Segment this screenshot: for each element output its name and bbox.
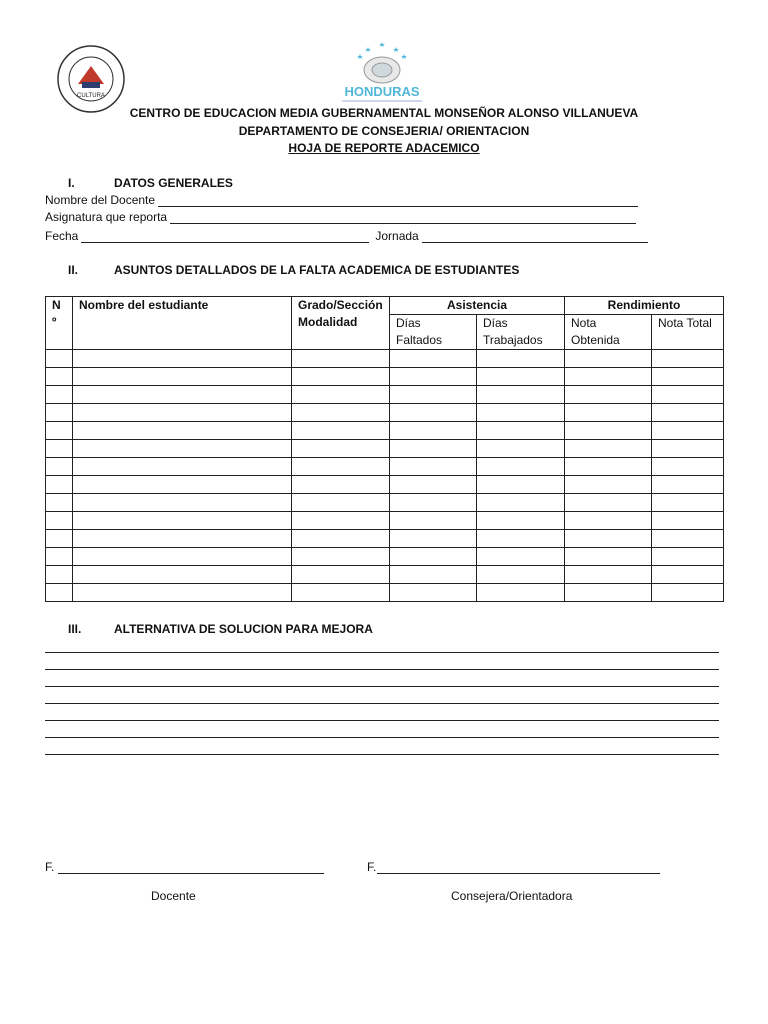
table-cell[interactable] — [652, 458, 724, 476]
solution-line[interactable] — [45, 703, 719, 704]
asignatura-line[interactable] — [170, 211, 636, 224]
table-cell[interactable] — [390, 494, 477, 512]
table-cell[interactable] — [292, 476, 390, 494]
table-cell[interactable] — [652, 494, 724, 512]
table-cell[interactable] — [292, 368, 390, 386]
school-name-title: CENTRO DE EDUCACION MEDIA GUBERNAMENTAL MONSEÑOR ALONSO VILLANUEVA — [129, 106, 639, 120]
table-row — [46, 566, 724, 584]
table-cell[interactable] — [46, 476, 73, 494]
jornada-label: Jornada — [375, 229, 419, 243]
table-cell[interactable] — [292, 566, 390, 584]
table-cell[interactable] — [477, 494, 565, 512]
table-cell[interactable] — [292, 512, 390, 530]
table-cell[interactable] — [73, 440, 292, 458]
table-cell[interactable] — [652, 368, 724, 386]
table-cell[interactable] — [477, 476, 565, 494]
fecha-jornada-field[interactable] — [45, 229, 648, 243]
table-cell[interactable] — [652, 422, 724, 440]
table-cell[interactable] — [477, 350, 565, 368]
solution-line[interactable] — [45, 720, 719, 721]
table-cell[interactable] — [652, 476, 724, 494]
table-cell[interactable] — [390, 350, 477, 368]
table-cell[interactable] — [73, 404, 292, 422]
table-cell[interactable] — [46, 530, 73, 548]
docente-signature-line[interactable] — [58, 861, 324, 874]
section-3-number: III. — [68, 622, 82, 636]
col-header-attendance: Asistencia — [390, 297, 565, 315]
solution-line[interactable] — [45, 669, 719, 670]
solution-line[interactable] — [45, 652, 719, 653]
table-cell[interactable] — [565, 440, 652, 458]
table-cell[interactable] — [565, 548, 652, 566]
table-cell[interactable] — [565, 386, 652, 404]
col-header-grade-section: Grado/Sección Modalidad — [292, 297, 390, 350]
table-cell[interactable] — [46, 512, 73, 530]
table-cell[interactable] — [390, 476, 477, 494]
table-cell[interactable] — [73, 422, 292, 440]
solution-line[interactable] — [45, 686, 719, 687]
consejera-signature-prefix: F. — [367, 860, 377, 874]
table-row — [46, 404, 724, 422]
solution-line[interactable] — [45, 737, 719, 738]
table-cell[interactable] — [46, 386, 73, 404]
table-cell[interactable] — [292, 548, 390, 566]
col-header-grade-obtained: Nota Obtenida — [565, 315, 652, 350]
department-title: DEPARTAMENTO DE CONSEJERIA/ ORIENTACION — [238, 124, 530, 138]
table-cell[interactable] — [477, 368, 565, 386]
table-cell[interactable] — [565, 368, 652, 386]
table-cell[interactable] — [565, 512, 652, 530]
table-row — [46, 422, 724, 440]
table-cell[interactable] — [652, 566, 724, 584]
table-cell[interactable] — [46, 404, 73, 422]
consejera-signature-line[interactable] — [377, 861, 660, 874]
section-2-title: ASUNTOS DETALLADOS DE LA FALTA ACADEMICA DE ESTUDIANTES — [114, 263, 520, 277]
table-cell[interactable] — [292, 422, 390, 440]
table-cell[interactable] — [565, 350, 652, 368]
table-cell[interactable] — [73, 530, 292, 548]
table-cell[interactable] — [477, 386, 565, 404]
table-cell[interactable] — [652, 548, 724, 566]
table-cell[interactable] — [565, 494, 652, 512]
table-row — [46, 548, 724, 566]
section-1-heading — [68, 176, 668, 192]
table-cell[interactable] — [292, 494, 390, 512]
table-row — [46, 494, 724, 512]
section-2-heading — [68, 263, 668, 279]
fecha-label: Fecha — [45, 229, 79, 243]
asignatura-label: Asignatura que reporta — [45, 210, 168, 224]
table-cell[interactable] — [565, 530, 652, 548]
col-header-days-missed: Días Faltados — [390, 315, 477, 350]
table-cell[interactable] — [477, 512, 565, 530]
table-row — [46, 458, 724, 476]
table-cell[interactable] — [390, 548, 477, 566]
table-cell[interactable] — [73, 584, 292, 602]
table-cell[interactable] — [73, 566, 292, 584]
fecha-line[interactable] — [81, 230, 369, 243]
col-header-performance: Rendimiento — [565, 297, 724, 315]
table-cell[interactable] — [565, 584, 652, 602]
table-cell[interactable] — [73, 512, 292, 530]
table-cell[interactable] — [390, 404, 477, 422]
solution-line[interactable] — [45, 754, 719, 755]
section-1-title: DATOS GENERALES — [114, 176, 233, 190]
table-cell[interactable] — [652, 530, 724, 548]
table-row — [46, 530, 724, 548]
table-cell[interactable] — [73, 350, 292, 368]
table-cell[interactable] — [477, 530, 565, 548]
table-row — [46, 584, 724, 602]
table-cell[interactable] — [390, 458, 477, 476]
table-cell[interactable] — [292, 458, 390, 476]
section-1-number: I. — [68, 176, 75, 190]
table-cell[interactable] — [652, 386, 724, 404]
section-3-heading — [68, 622, 668, 638]
table-cell[interactable] — [565, 566, 652, 584]
docente-label: Nombre del Docente — [45, 193, 156, 207]
table-cell[interactable] — [73, 494, 292, 512]
table-cell[interactable] — [46, 350, 73, 368]
table-cell[interactable] — [73, 548, 292, 566]
docente-signature-prefix: F. — [45, 860, 55, 874]
col-header-days-worked: Días Trabajados — [477, 315, 565, 350]
table-cell[interactable] — [390, 584, 477, 602]
table-cell[interactable] — [565, 422, 652, 440]
docente-signature-label: Docente — [151, 889, 196, 903]
report-title: HOJA DE REPORTE ADACEMICO — [288, 141, 480, 155]
seal-text: CULTURA — [77, 93, 105, 99]
table-cell[interactable] — [390, 512, 477, 530]
jornada-line[interactable] — [422, 230, 648, 243]
table-body — [46, 350, 724, 602]
table-cell[interactable] — [477, 566, 565, 584]
table-cell[interactable] — [565, 458, 652, 476]
table-row — [46, 440, 724, 458]
table-cell[interactable] — [652, 350, 724, 368]
table-row — [46, 512, 724, 530]
table-cell[interactable] — [46, 368, 73, 386]
table-cell[interactable] — [46, 458, 73, 476]
table-cell[interactable] — [46, 584, 73, 602]
table-cell[interactable] — [652, 584, 724, 602]
col-header-grade-total: Nota Total — [652, 315, 724, 350]
table-row — [46, 386, 724, 404]
consejera-signature-label: Consejera/Orientadora — [451, 889, 573, 903]
docente-field[interactable] — [45, 193, 638, 207]
table-cell[interactable] — [390, 530, 477, 548]
table-cell[interactable] — [565, 404, 652, 422]
asignatura-field[interactable] — [45, 210, 636, 224]
docente-line[interactable] — [158, 194, 638, 207]
table-row — [46, 350, 724, 368]
table-cell[interactable] — [46, 440, 73, 458]
table-cell[interactable] — [292, 584, 390, 602]
table-cell[interactable] — [73, 386, 292, 404]
table-cell[interactable] — [477, 404, 565, 422]
table-cell[interactable] — [46, 422, 73, 440]
table-cell[interactable] — [477, 422, 565, 440]
table-cell[interactable] — [652, 404, 724, 422]
table-cell[interactable] — [292, 350, 390, 368]
table-cell[interactable] — [390, 440, 477, 458]
consejera-signature[interactable] — [367, 860, 660, 874]
table-cell[interactable] — [46, 566, 73, 584]
school-seal-logo — [56, 44, 126, 114]
table-cell[interactable] — [46, 548, 73, 566]
table-cell[interactable] — [477, 548, 565, 566]
svg-text:HONDURAS: HONDURAS — [344, 84, 420, 99]
table-cell[interactable] — [477, 584, 565, 602]
student-report-table — [45, 296, 724, 602]
table-cell[interactable] — [565, 476, 652, 494]
table-header-row — [46, 297, 724, 315]
table-cell[interactable] — [652, 512, 724, 530]
table-cell[interactable] — [652, 440, 724, 458]
section-2-number: II. — [68, 263, 79, 277]
honduras-logo — [312, 40, 452, 106]
table-cell[interactable] — [73, 458, 292, 476]
table-cell[interactable] — [73, 476, 292, 494]
table-cell[interactable] — [390, 422, 477, 440]
table-cell[interactable] — [292, 404, 390, 422]
docente-signature[interactable] — [45, 860, 324, 874]
col-header-student-name: Nombre del estudiante — [73, 297, 292, 350]
table-cell[interactable] — [477, 440, 565, 458]
section-3-title: ALTERNATIVA DE SOLUCION PARA MEJORA — [114, 622, 373, 636]
table-cell[interactable] — [292, 530, 390, 548]
table-row — [46, 368, 724, 386]
table-cell[interactable] — [390, 368, 477, 386]
table-cell[interactable] — [292, 440, 390, 458]
table-cell[interactable] — [390, 566, 477, 584]
table-row — [46, 476, 724, 494]
table-cell[interactable] — [46, 494, 73, 512]
table-cell[interactable] — [292, 386, 390, 404]
table-cell[interactable] — [477, 458, 565, 476]
table-cell[interactable] — [390, 386, 477, 404]
col-header-number: N º — [46, 297, 73, 350]
table-cell[interactable] — [73, 368, 292, 386]
